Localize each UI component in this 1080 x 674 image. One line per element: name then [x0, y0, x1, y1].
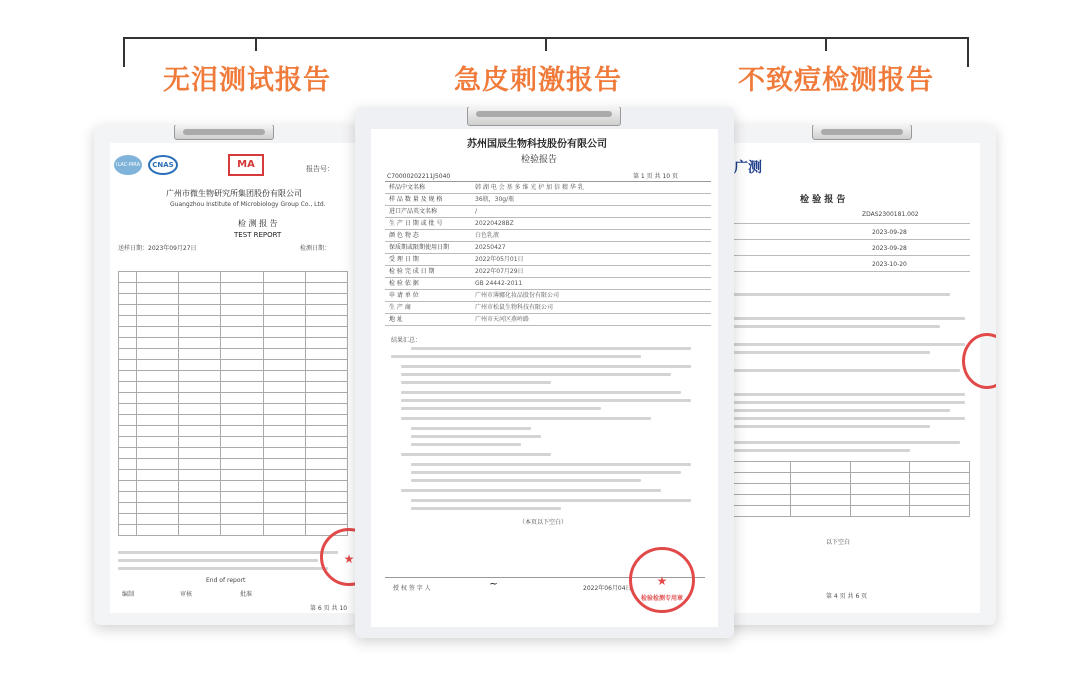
info-label: 颜 色 物 态	[389, 232, 419, 239]
info-value: 白色乳液	[475, 232, 500, 239]
result-table	[118, 271, 348, 536]
rule	[730, 271, 970, 272]
text-line	[730, 417, 965, 420]
text-line	[730, 369, 960, 372]
text-line	[730, 293, 950, 296]
info-label: 生 产 日 期 或 批 号	[389, 220, 443, 227]
center-report-sheet	[371, 129, 718, 627]
institute-name-en: Guangzhou Institute of Microbiology Group Co., Ltd.	[170, 201, 326, 208]
rule	[730, 255, 970, 256]
right-report-board	[722, 125, 996, 625]
report-no: ZDAS2300181.002	[862, 211, 919, 218]
bracket-tick	[545, 37, 547, 51]
clipboard-clip	[812, 125, 912, 140]
result-table	[730, 461, 970, 517]
text-line	[411, 347, 691, 350]
text-line	[411, 427, 531, 430]
left-report-sheet	[110, 143, 356, 613]
end-of-report: End of report	[206, 577, 246, 584]
test-date: 检测日期：	[300, 245, 331, 252]
info-value: 广州市薄娜化妆品股份有限公司	[475, 292, 560, 299]
text-line	[411, 479, 641, 482]
text-line	[411, 499, 691, 502]
bracket-tick	[825, 37, 827, 51]
clipboard-clip	[467, 107, 621, 126]
info-label: 生 产 商	[389, 304, 411, 311]
info-value: 20220428BZ	[475, 220, 514, 227]
text-line	[118, 559, 318, 562]
official-stamp: ★ 检验检测专用章	[629, 547, 695, 613]
info-label: 检 验 依 据	[389, 280, 419, 287]
text-line	[401, 489, 661, 492]
info-value: 广州市松鼠生物科技有限公司	[475, 304, 554, 311]
info-value: 20250427	[475, 244, 506, 251]
info-label: 保质期或限期使用日期	[389, 244, 450, 251]
text-line	[411, 463, 691, 466]
info-label: 地 址	[389, 316, 403, 323]
info-row	[385, 314, 711, 326]
signer-editor: 编制	[122, 591, 135, 598]
date-1: 2023-09-28	[872, 229, 907, 236]
text-line	[401, 381, 551, 384]
report-title: 检验报告	[521, 155, 558, 165]
text-line	[118, 567, 328, 570]
ilac-logo: ILAC-MRA	[114, 155, 142, 175]
text-line	[401, 407, 601, 410]
stamp-text: 检验检测专用章	[640, 595, 683, 603]
clipboard-clip	[174, 125, 274, 140]
info-row	[385, 218, 711, 230]
info-value: 韩 湖 电 会 基 多 维 光 护 加 倍 精 华 乳	[475, 184, 584, 191]
text-line	[411, 443, 521, 446]
report-title-cn: 检 测 报 告	[238, 219, 278, 228]
text-line	[730, 317, 965, 320]
category-label-non-comedogenic: 不致痘检测报告	[738, 65, 934, 96]
info-row	[385, 242, 711, 254]
info-row	[385, 194, 711, 206]
report-title: 检 验 报 告	[800, 195, 846, 205]
report-title-en: TEST REPORT	[234, 231, 282, 239]
text-line	[730, 449, 910, 452]
text-line	[730, 343, 965, 346]
right-report-sheet	[722, 143, 980, 613]
category-label-skin-irritation: 急皮刺激报告	[454, 65, 622, 96]
info-row	[385, 230, 711, 242]
info-row	[385, 290, 711, 302]
official-stamp	[962, 333, 996, 389]
info-row	[385, 206, 711, 218]
info-label: 受 理 日 期	[389, 256, 419, 263]
text-line	[730, 351, 930, 354]
text-line	[730, 441, 960, 444]
info-label: 样 品 数 量 及 规 格	[389, 196, 443, 203]
text-line	[391, 355, 641, 358]
page-number: 第 1 页 共 10 页	[633, 173, 678, 180]
info-label: 检 验 完 成 日 期	[389, 268, 435, 275]
info-value: /	[475, 208, 478, 215]
info-value: GB 24442-2011	[475, 280, 523, 287]
info-row	[385, 266, 711, 278]
info-row	[385, 278, 711, 290]
date-2: 2023-09-28	[872, 245, 907, 252]
company-name: 苏州国辰生物科技股份有限公司	[467, 139, 607, 150]
category-label-tear-free: 无泪测试报告	[163, 65, 331, 96]
official-stamp: ★	[320, 528, 356, 586]
text-line	[401, 391, 681, 394]
signer-issuer: 批准	[240, 591, 253, 598]
info-row	[385, 302, 711, 314]
text-line	[411, 435, 541, 438]
bracket-tick	[255, 37, 257, 51]
text-line	[411, 471, 681, 474]
page-number: 第 6 页 共 10	[310, 605, 348, 612]
text-line	[401, 373, 671, 376]
cnas-logo: CNAS	[148, 155, 178, 175]
info-value: 36瓶，30g/瓶	[475, 196, 515, 203]
text-line	[401, 365, 691, 368]
info-label: 样品中文名称	[389, 184, 426, 191]
end-text: （本页以下空白）	[519, 519, 568, 526]
text-line	[401, 453, 551, 456]
info-table	[385, 181, 711, 326]
text-line	[730, 393, 965, 396]
text-line	[401, 399, 691, 402]
info-value: 2022年07月29日	[475, 268, 524, 275]
text-line	[118, 551, 338, 554]
info-label: 进口产品英文名称	[389, 208, 438, 215]
text-line	[401, 417, 651, 420]
sign-date: 2022年06月04日	[583, 585, 632, 592]
conclusion-label: 结果汇总：	[391, 337, 422, 344]
date-3: 2023-10-20	[872, 261, 907, 268]
text-line	[730, 325, 940, 328]
receive-date: 送样日期：2023年09月27日	[118, 245, 197, 252]
info-value: 广州市天河区燕岭路	[475, 316, 530, 323]
info-row	[385, 182, 711, 194]
report-no: C70000202211J5040	[387, 173, 451, 180]
text-line	[411, 507, 561, 510]
info-label: 申 请 单 位	[389, 292, 419, 299]
brand-logo: 广测	[734, 160, 762, 176]
center-report-board	[355, 107, 734, 638]
cma-logo: MA	[228, 154, 264, 176]
text-line	[730, 409, 950, 412]
signer-checker: 审核	[180, 591, 193, 598]
institute-name-cn: 广州市微生物研究所集团股份有限公司	[166, 189, 302, 198]
info-value: 2022年05月01日	[475, 256, 524, 263]
text-line	[730, 425, 930, 428]
text-line	[730, 401, 965, 404]
signature: ~	[489, 577, 499, 590]
page-number: 第 4 页 共 6 页	[826, 593, 868, 600]
info-row	[385, 254, 711, 266]
report-no-label: 报告号：	[306, 165, 334, 173]
left-report-board	[94, 125, 356, 625]
signer-label: 授 权 签 字 人	[393, 585, 431, 592]
end-text: 以下空白	[826, 539, 851, 546]
rule	[730, 239, 970, 240]
rule	[730, 223, 970, 224]
